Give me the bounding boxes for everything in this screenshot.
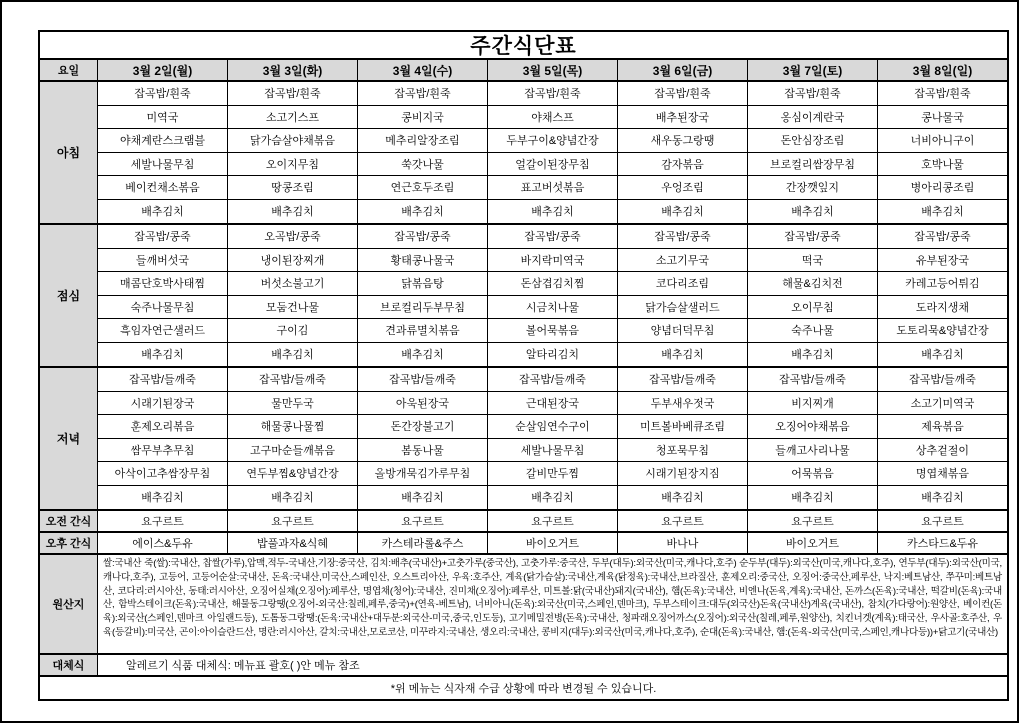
menu-item-cell: 냉이된장찌개 — [228, 249, 358, 272]
date-header-cell: 3월 6일(금) — [618, 60, 748, 80]
menu-item-cell: 잡곡밥/흰죽 — [488, 82, 618, 105]
menu-row — [98, 225, 1007, 249]
menu-item-cell: 잡곡밥/흰죽 — [228, 82, 358, 105]
menu-item-cell: 배추김치 — [228, 343, 358, 367]
menu-item-cell: 배추김치 — [228, 200, 358, 224]
snack-label-cell: 오전 간식 — [40, 511, 98, 531]
menu-item-cell: 연두부찜&양념간장 — [228, 462, 358, 485]
origin-label-cell: 원산지 — [40, 555, 98, 653]
menu-item-cell: 들깨고사리나물 — [748, 439, 878, 462]
menu-item-cell: 해물&김치전 — [748, 272, 878, 295]
menu-item-cell: 비지찌개 — [748, 392, 878, 415]
menu-item-cell: 콩비지국 — [358, 106, 488, 129]
date-header-cell: 3월 8일(일) — [878, 60, 1007, 80]
menu-item-cell: 배추김치 — [618, 343, 748, 367]
menu-row — [98, 200, 1007, 224]
menu-item-cell: 제육볶음 — [921, 421, 964, 434]
menu-item-cell: 잡곡밥/들깨죽 — [488, 368, 618, 391]
snack-rows — [40, 511, 1007, 555]
menu-row — [98, 249, 1007, 273]
menu-item-cell: 상추겉절이 — [915, 444, 970, 457]
menu-item-cell: 미트볼바베큐조림 — [618, 415, 748, 438]
menu-row — [98, 343, 1007, 367]
menu-item-cell: 감자볶음 — [618, 153, 748, 176]
meal-section — [40, 368, 1007, 511]
substitute-text: 알레르기 식품 대체식: 메뉴표 괄호( )안 메뉴 참조 — [126, 660, 360, 672]
menu-item-cell: 쌈무부추무침 — [98, 439, 228, 462]
menu-item-cell: 들깨버섯국 — [98, 249, 228, 272]
menu-item-cell: 야채스프 — [488, 106, 618, 129]
menu-item-cell: 잡곡밥/들깨죽 — [748, 368, 878, 391]
menu-item-cell: 잡곡밥/들깨죽 — [98, 368, 228, 391]
menu-item-cell: 잡곡밥/콩죽 — [358, 225, 488, 248]
menu-item-cell: 배추김치 — [921, 206, 964, 219]
menu-item-cell: 버섯소불고기 — [228, 272, 358, 295]
menu-item-cell: 카레고등어튀김 — [905, 278, 980, 291]
menu-item-cell: 야채계란스크램블 — [98, 129, 228, 152]
menu-item-cell: 우엉조림 — [618, 176, 748, 199]
snack-item-cell: 바이오거트 — [748, 533, 878, 553]
menu-item-cell: 잡곡밥/들깨죽 — [909, 374, 976, 387]
menu-row — [98, 415, 1007, 439]
menu-item-cell: 호박나물 — [921, 158, 964, 171]
meal-section-label: 저녁 — [40, 368, 98, 509]
date-header-cell: 3월 4일(수) — [358, 60, 488, 80]
menu-item-cell: 훈제오리볶음 — [98, 415, 228, 438]
menu-item-cell: 땅콩조림 — [228, 176, 358, 199]
menu-item-cell: 배추김치 — [98, 486, 228, 510]
menu-item-cell: 양념더덕무침 — [618, 319, 748, 342]
menu-item-cell: 배추김치 — [358, 200, 488, 224]
menu-item-cell: 근대된장국 — [488, 392, 618, 415]
menu-row — [98, 368, 1007, 392]
snack-item-cell: 밥풀과자&식혜 — [228, 533, 358, 553]
menu-row — [98, 272, 1007, 296]
menu-row — [98, 176, 1007, 200]
menu-item-cell: 배추김치 — [98, 343, 228, 367]
menu-item-cell: 간장깻잎지 — [748, 176, 878, 199]
menu-item-cell: 올방개묵김가루무침 — [358, 462, 488, 485]
menu-row — [98, 153, 1007, 177]
menu-item-cell: 어묵볶음 — [748, 462, 878, 485]
menu-item-cell: 소고기무국 — [618, 249, 748, 272]
menu-item-cell: 잡곡밥/흰죽 — [98, 82, 228, 105]
date-header-cell: 3월 2일(월) — [98, 60, 228, 80]
menu-item-cell: 황태콩나물국 — [358, 249, 488, 272]
menu-item-cell: 바지락미역국 — [488, 249, 618, 272]
menu-row — [98, 296, 1007, 320]
menu-item-cell: 잡곡밥/콩죽 — [98, 225, 228, 248]
menu-item-cell: 배추김치 — [748, 200, 878, 224]
menu-item-cell: 배추김치 — [618, 200, 748, 224]
menu-item-cell: 흑임자연근샐러드 — [98, 319, 228, 342]
menu-item-cell: 아삭이고추쌈장무침 — [98, 462, 228, 485]
menu-item-cell: 잡곡밥/들깨죽 — [358, 368, 488, 391]
menu-item-cell: 옹심이계란국 — [748, 106, 878, 129]
menu-item-cell: 배추김치 — [748, 343, 878, 367]
menu-item-cell: 오이무침 — [748, 296, 878, 319]
menu-item-cell: 잡곡밥/들깨죽 — [228, 368, 358, 391]
date-header-row — [40, 60, 1007, 82]
snack-row — [40, 533, 1007, 555]
menu-item-cell: 코다리조림 — [618, 272, 748, 295]
menu-item-cell: 물만두국 — [228, 392, 358, 415]
footer-row — [40, 677, 1007, 699]
menu-item-cell: 잡곡밥/흰죽 — [914, 88, 971, 101]
date-header-cell: 3월 5일(목) — [488, 60, 618, 80]
menu-item-cell: 배추김치 — [488, 200, 618, 224]
meal-section — [40, 225, 1007, 368]
snack-item-cell: 카스테라롤&주스 — [358, 533, 488, 553]
menu-row — [98, 319, 1007, 343]
menu-item-cell: 너비아니구이 — [910, 135, 975, 148]
substitute-label-cell: 대체식 — [40, 655, 98, 675]
menu-item-cell: 오곡밥/콩죽 — [228, 225, 358, 248]
meal-section-label: 아침 — [40, 82, 98, 223]
weekly-menu-table — [38, 30, 1009, 701]
menu-item-cell: 해물콩나물찜 — [228, 415, 358, 438]
menu-row — [98, 129, 1007, 153]
snack-item-cell: 요구르트 — [358, 511, 488, 531]
menu-item-cell: 볼어묵볶음 — [488, 319, 618, 342]
menu-item-cell: 시래기된장국 — [98, 392, 228, 415]
menu-item-cell: 잡곡밥/흰죽 — [618, 82, 748, 105]
menu-item-cell: 배추김치 — [98, 200, 228, 224]
menu-item-cell: 잡곡밥/들깨죽 — [618, 368, 748, 391]
menu-item-cell: 숙주나물 — [748, 319, 878, 342]
menu-item-cell: 오이지무침 — [228, 153, 358, 176]
menu-row — [98, 462, 1007, 486]
menu-item-cell: 연근호두조림 — [358, 176, 488, 199]
menu-item-cell: 배추김치 — [921, 492, 964, 505]
menu-item-cell: 봄동나물 — [358, 439, 488, 462]
menu-item-cell: 베이컨채소볶음 — [98, 176, 228, 199]
menu-item-cell: 알타리김치 — [488, 343, 618, 367]
menu-item-cell: 돈간장불고기 — [358, 415, 488, 438]
menu-item-cell: 잡곡밥/콩죽 — [914, 231, 971, 244]
menu-row — [98, 486, 1007, 510]
menu-item-cell: 닭가슴살야채볶음 — [228, 129, 358, 152]
snack-item-cell: 요구르트 — [748, 511, 878, 531]
substitute-row — [40, 655, 1007, 677]
menu-item-cell: 닭가슴살샐러드 — [618, 296, 748, 319]
menu-item-cell: 떡국 — [748, 249, 878, 272]
menu-item-cell: 돈안심장조림 — [748, 129, 878, 152]
menu-item-cell: 숙주나물무침 — [98, 296, 228, 319]
menu-item-cell: 시래기된장지짐 — [618, 462, 748, 485]
menu-item-cell: 잡곡밥/콩죽 — [748, 225, 878, 248]
date-header-cell: 3월 7일(토) — [748, 60, 878, 80]
meal-section — [40, 82, 1007, 225]
menu-item-cell: 배추된장국 — [618, 106, 748, 129]
meal-section-label: 점심 — [40, 225, 98, 366]
snack-item-cell: 카스타드&두유 — [906, 538, 979, 550]
menu-item-cell: 매콤단호박사태찜 — [98, 272, 228, 295]
menu-item-cell: 청포묵무침 — [618, 439, 748, 462]
snack-item-cell: 요구르트 — [228, 511, 358, 531]
menu-item-cell: 배추김치 — [358, 486, 488, 510]
menu-item-cell: 표고버섯볶음 — [488, 176, 618, 199]
menu-row — [98, 392, 1007, 416]
menu-item-cell: 미역국 — [98, 106, 228, 129]
snack-item-cell: 요구르트 — [921, 516, 964, 528]
menu-item-cell: 새우동그랑땡 — [618, 129, 748, 152]
snack-label-cell: 오후 간식 — [40, 533, 98, 553]
menu-item-cell: 잡곡밥/흰죽 — [748, 82, 878, 105]
menu-item-cell: 돈삼겹김치찜 — [488, 272, 618, 295]
menu-item-cell: 병아리콩조림 — [910, 182, 975, 195]
origin-text: 쌀:국내산 죽(쌀):국내산, 찹쌀(가루),압맥,적두-국내산,기장:중국산, 김치:배추(국내산)+고춧가루(중국산), 고춧가루:중국산, 두부(대두):외국산(미국,캐나다,호주) 순두부(대두):외국산(미국,캐나다,호주), 연두부(대두):외국산(미국,캐나다,호주), 고등어, 고등어순살:국내산, 돈육:국내산,미국산,스페인산, 오스트리아산, 우육:호주산, 계육(닭가슴살):국내산,계육(닭정육):국내산,브라질산, 훈제오리:중국산, 오징어:중국산,페루산, 낙지:베트남산, 쭈꾸미:베트남산, 코다리:러시아산, 동태:러시아산, 오징어실채(오징어):페루산, 명엽채(청어):국내산, 진미채(오징어):페루산, 미트볼:닭(국내산)돼지(국내산), 햄(돈육):국내산, 비엔나(돈육,계육):국내산, 돈까스(돈육):국내산, 떡갈비(돈육):국내산, 함박스테이크(돈육):국내산, 해물동그랑땡(오징어-외국산:칠레,페루,중국)+(연육-베트남), 너비아니(돈육):외국산(미국,스페인,덴마크), 두부스테이크:대두(외국산)돈육(국내산)계육(국내산), 참치(가다랑어):원양산, 베이컨(돈육):외국산(스페인,덴마크 아일랜드등), 도톰동그랑땡:(돈육:국내산+대두분:외국산-미국,중국,인도등), 고기메밀전병(돈육):국내산, 청파래오징어까스(오징어):외국산(칠레,페루,원양산), 치킨너겟(계육):태국산, 우사골:호주산, 우육(등갈비):미국산, 곤이:아이슬란드산, 명란:러시아산, 갈치:국내산,모로코산, 미꾸라지:국내산, 생오리:국내산, 콩비지(대두):외국산(미국,캐나다,호주), 순대(돈육):국내산, 햄:(돈육-외국산(미국,스페인,캐나다등))+닭고기(국내산) — [103, 558, 1002, 638]
menu-item-cell: 브로컬리두부무침 — [358, 296, 488, 319]
title-row — [40, 32, 1007, 60]
menu-item-cell: 배추김치 — [618, 486, 748, 510]
menu-item-cell: 얼갈이된장무침 — [488, 153, 618, 176]
menu-item-cell: 순살임연수구이 — [488, 415, 618, 438]
menu-item-cell: 두부새우젓국 — [618, 392, 748, 415]
menu-item-cell: 메추리알장조림 — [358, 129, 488, 152]
menu-item-cell: 견과류멸치볶음 — [358, 319, 488, 342]
menu-item-cell: 세발나물무침 — [98, 153, 228, 176]
menu-item-cell: 배추김치 — [358, 343, 488, 367]
menu-item-cell: 배추김치 — [921, 349, 964, 362]
menu-item-cell: 구이김 — [228, 319, 358, 342]
snack-item-cell: 에이스&두유 — [98, 533, 228, 553]
menu-item-cell: 닭볶음탕 — [358, 272, 488, 295]
menu-item-cell: 모둠건나물 — [228, 296, 358, 319]
menu-row — [98, 82, 1007, 106]
menu-item-cell: 쑥갓나물 — [358, 153, 488, 176]
menu-item-cell: 잡곡밥/콩죽 — [488, 225, 618, 248]
menu-row — [98, 439, 1007, 463]
date-header-cell: 3월 3일(화) — [228, 60, 358, 80]
menu-item-cell: 시금치나물 — [488, 296, 618, 319]
snack-item-cell: 바나나 — [618, 533, 748, 553]
snack-row — [40, 511, 1007, 533]
page-title: 주간식단표 — [470, 35, 577, 58]
menu-item-cell: 소고기스프 — [228, 106, 358, 129]
day-label-cell: 요일 — [40, 60, 98, 80]
menu-item-cell: 갈비만두찜 — [488, 462, 618, 485]
snack-item-cell: 요구르트 — [488, 511, 618, 531]
snack-item-cell: 요구르트 — [98, 511, 228, 531]
menu-item-cell: 배추김치 — [228, 486, 358, 510]
menu-item-cell: 도라지생채 — [915, 301, 970, 314]
meal-sections — [40, 82, 1007, 511]
menu-item-cell: 오징어야채볶음 — [748, 415, 878, 438]
menu-item-cell: 잡곡밥/흰죽 — [358, 82, 488, 105]
menu-item-cell: 잡곡밥/콩죽 — [618, 225, 748, 248]
menu-item-cell: 브로컬리쌈장무침 — [748, 153, 878, 176]
menu-item-cell: 소고기미역국 — [910, 397, 975, 410]
snack-item-cell: 요구르트 — [618, 511, 748, 531]
snack-item-cell: 바이오거트 — [488, 533, 618, 553]
menu-item-cell: 콩나물국 — [921, 111, 964, 124]
menu-item-cell: 유부된장국 — [915, 254, 970, 267]
menu-row — [98, 106, 1007, 130]
menu-item-cell: 두부구이&양념간장 — [488, 129, 618, 152]
menu-item-cell: 세발나물무침 — [488, 439, 618, 462]
menu-item-cell: 배추김치 — [488, 486, 618, 510]
menu-item-cell: 도토리묵&양념간장 — [896, 325, 989, 338]
menu-item-cell: 명엽채볶음 — [915, 468, 970, 481]
footer-note: *위 메뉴는 식자재 수급 상황에 따라 변경될 수 있습니다. — [390, 683, 657, 695]
menu-item-cell: 고구마순들깨볶음 — [228, 439, 358, 462]
menu-item-cell: 아욱된장국 — [358, 392, 488, 415]
menu-item-cell: 배추김치 — [748, 486, 878, 510]
origin-row — [40, 555, 1007, 655]
